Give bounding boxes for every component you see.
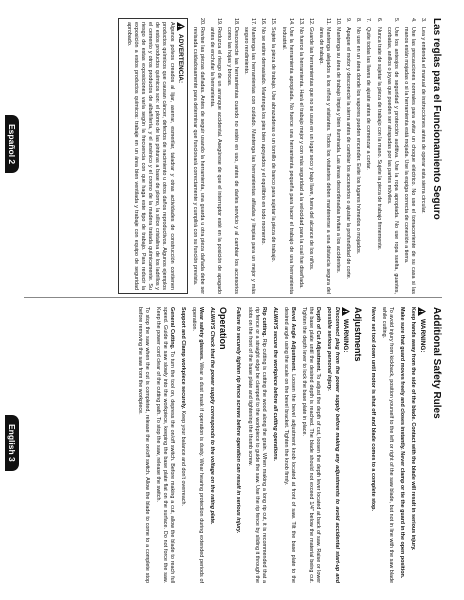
rule-text: No use en un área donde los vapores pueden encender. Evite los lugares húmedos o mojados.: [355, 27, 362, 255]
rule-number: 19.: [215, 18, 222, 26]
spanish-rule-item: [419, 18, 426, 294]
english-never-paragraph: Never set tool down until motor is shut off and blade comes to a complete stop.: [369, 307, 376, 511]
rip-fence-warning: Failure to securely tighten rip fence screws before operation can result in serious injury.: [235, 307, 242, 534]
rule-text: No se estire demasiado. Mantenga los pies bien apoyados y el equilibrio en todo momento.: [260, 27, 267, 245]
rule-number: 13.: [297, 18, 304, 26]
spanish-warning-label: ADVERTENCIA:: [177, 34, 185, 84]
rule-number: 5.: [392, 18, 399, 23]
rule-number: 8.: [355, 18, 362, 23]
english-heading: Additional Safety Rules: [431, 307, 442, 419]
general-cutting-paragraph: [154, 307, 175, 583]
english-column: [24, 307, 442, 583]
rule-text: Mantenga su área de trabajo limpia y bien iluminada. Las áreas desordenadas invitan a los accidentes.: [335, 27, 342, 274]
wear-paragraph: [190, 307, 204, 583]
wear-text: Wear a dust mask if operation is dusty. Wear hearing protection during extended periods of operation.: [191, 307, 205, 583]
rule-text: Use las precauciones normales para evitar un choque eléctrico. No use el tomacorriente de su casa si las manos están mojadas o si la herramienta está mojada. Use la espiga correcta de conexión a tierra.: [402, 27, 416, 294]
spanish-rule-item: [374, 18, 381, 294]
rule-number: 9.: [345, 18, 352, 23]
rule-text: Use la herramienta apropiada. No fuerce una herramienta pequeña para hacer el trabajo de una herramienta industrial.: [280, 27, 294, 294]
bevel-text: Loosen the bevel adjustment knob located at front of saw. Tilt the base plate to the desired angle using the scale on the bevel bracket. Tighten the knob firmly.: [282, 307, 297, 583]
spanish-rule-item: [259, 18, 266, 294]
spanish-rule-item: [280, 18, 294, 294]
support-paragraph: [179, 307, 186, 583]
wear-lead: Wear safety glasses.: [198, 307, 205, 361]
bevel-paragraph: [282, 307, 296, 583]
spanish-rules-list: [191, 18, 426, 294]
spanish-rule-item: [225, 18, 239, 294]
spanish-rule-item: [307, 18, 314, 294]
spanish-rule-item: [402, 18, 416, 294]
rule-text: Nunca trate de sujetar la pieza de trabajo con la mano. Sujete la pieza de trabajo firmemente.: [375, 27, 382, 251]
spanish-rule-item: [364, 18, 371, 294]
rule-number: 6.: [375, 18, 382, 23]
rule-number: 11.: [325, 18, 332, 26]
rule-text: Quite todas las llaves de ajuste antes de comenzar a cortar.: [365, 27, 372, 170]
english-warning-text: Keep hands away from the side of the blade. Contact with the blade will result in serious injury.: [410, 307, 416, 551]
spanish-rule-item: [344, 18, 351, 294]
spanish-rule-item: [208, 18, 222, 294]
rule-text: Desconecte las herramientas cuando no estén en uso, antes de darles servicio y al cambiar los accesorios como las hojas y brocas.: [226, 27, 240, 294]
adjustments-warning-label: WARNING:: [342, 319, 350, 353]
adjustments-warning-text: Disconnect plug from the power supply before making any adjustments to avoid accidental start-up and possible serious personal injury.: [326, 307, 340, 583]
rule-number: 18.: [233, 18, 240, 26]
spanish-warning-head: [177, 22, 185, 290]
support-lead: Support and Clamp workpiece securely.: [180, 307, 187, 410]
rule-text: Use los anteojos de seguridad y protección auditiva. Use la ropa apropiada. No use ropa suelta, guantes, corbatas, anillos o joyas que pueden ser atrapadas por las partes móviles.: [385, 27, 399, 294]
spanish-rule-item: [385, 18, 399, 294]
english-warning-label: WARNING:: [418, 319, 426, 353]
rule-text: No fuerce la herramienta. Hará el trabajo mejor y con más seguridad a la velocidad para la cual fue diseñada.: [297, 27, 304, 289]
spanish-rule-item: [354, 18, 361, 294]
rip-text: Rip cutting is cutting the wood along the grain. When making a long rip cut, it is recommended that a rip fence or a straight edge be clamped to the workpiece to guide the saw. Use the rip fence by sliding it through the slots on the front of the base plate and tightening the thumb screw.: [246, 307, 267, 583]
english-warning-head: [418, 307, 426, 583]
general-lead: General Cutting.: [169, 307, 176, 350]
spanish-heading: Las reglas para el Funcionamiento Seguro: [431, 18, 442, 220]
rule-number: 20.: [198, 18, 205, 26]
spanish-rule-item: [297, 18, 304, 294]
rule-number: 7.: [365, 18, 372, 23]
voltage-note: ALWAYS Check that the power supply corresponds to the voltage on the rating plate.: [209, 307, 216, 525]
rule-number: 15.: [270, 18, 277, 26]
english-guard-paragraph: Make sure that guard moves freely and closes instantly. Never clamp or tie the guard in the open position.: [398, 307, 405, 579]
bevel-lead: Bevel Angle Adjustment.: [290, 307, 297, 372]
depth-text: To adjust the depth of cut, loosen the depth lever located at back of saw. Raise or lower the base plate until the desired depth is reached. The blade should not exceed 1/4" below the material being cut. Tighten the depth lever to lock the base plate in place.: [301, 307, 322, 583]
depth-paragraph: [300, 307, 321, 583]
rule-number: 3.: [420, 18, 426, 23]
support-text: Keep your balance and don't overreach.: [180, 410, 187, 506]
spanish-rule-item: [242, 18, 256, 294]
rule-number: 4.: [409, 18, 416, 23]
spanish-rule-item: [317, 18, 331, 294]
general-text: To turn the tool on, depress the on/off switch. Before making a cut, allow the blade to reach full speed. Guide the saw slowly into the workpiece, keeping the base plate flat on the surface. Do not force the saw. Keep the power cord clear of the cutting path. To stop the saw, release the switch.: [154, 307, 176, 583]
operation-heading: Operation: [218, 307, 229, 350]
rip-paragraph: [246, 307, 267, 583]
rule-text: Lea y entienda el manual de instrucciones antes de operar esta sierra circular.: [420, 27, 426, 214]
warning-triangle-icon: [418, 307, 426, 316]
spanish-warning-text: Algunos polvos creados al lijar, aserrar, esmerilar, taladrar y otras actividades de construcción contienen productos químicos que causan cáncer, defectos de nacimiento u otros daños reproductivos. Algunos ejemplos de estos productos químicos son: el plomo de las pinturas a base de plomo, la sílice cristalina de los ladrillos y el cemento y otros productos de albañilería, y el arsénico y el cromo de la madera tratada químicamente. Su riesgo de estas exposiciones varía según la frecuencia con que haga este tipo de trabajo. Para reducir la exposición a estos productos químicos: trabaje en un área bien ventilada y trabaje con equipo de seguridad aprobado.: [126, 22, 175, 290]
rule-number: 17.: [250, 18, 257, 26]
rule-text: Mantenga las herramientas con cuidado. Mantenga las herramientas afiladas y limpias para un mejor y más seguro rendimiento.: [243, 27, 257, 294]
english-kickback-paragraph: To avoid injury from kickback, position yourself to the left or right of the saw blade, but not in line with the saw blade while cutting.: [380, 307, 394, 583]
rule-text: Revise las piezas dañadas. Antes de seguir usando la herramienta, una guarda u otra pieza dañada debe ser revisada cuidadosamente para determinar que funcionará correctamente y cumplirá con su función prevista.: [191, 27, 205, 294]
spanish-rule-item: [269, 18, 276, 294]
rule-text: Guarde las herramientas que no se usan en un lugar seco y bajo llave, fuera del alcance de los niños.: [307, 27, 314, 271]
rip-lead: Rip cutting.: [260, 307, 267, 337]
rule-number: 12.: [307, 18, 314, 26]
rule-number: 16.: [260, 18, 267, 26]
secure-workpiece-note: ALWAYS secure the workpiece before all cutting operations.: [271, 307, 278, 462]
spanish-warning-box: [118, 18, 188, 294]
rule-text: Sujete la pieza de trabajo. Use abrazaderas o un tornillo de banco para sujetar la pieza de trabajo.: [270, 27, 277, 262]
spanish-page-tab: Español 2: [5, 115, 19, 173]
rule-text: Apague el motor y desconecte la sierra antes de cambiar los accesorios o ajustar la profundidad de corte.: [345, 27, 352, 280]
adjustments-warning-head: [342, 307, 350, 583]
warning-triangle-icon: [177, 22, 185, 31]
depth-lead: Depth of Cut Adjustment.: [315, 307, 322, 373]
rule-text: Reduzca el riesgo de un arranque accidental. Asegúrese de que el interruptor esté en la posición de apagado antes de enchufar la herramienta.: [208, 27, 222, 294]
warning-triangle-icon: [342, 307, 350, 316]
english-page-tab: English 3: [5, 415, 19, 471]
rule-number: 14.: [287, 18, 294, 26]
page-divider: [24, 297, 442, 298]
stop-paragraph: To stop the saw when the cut is completed, release the on/off switch. Allow the blade to come to a complete stop before removing the saw from the workpiece.: [136, 307, 150, 583]
spanish-column: [24, 18, 442, 294]
spanish-rule-item: [191, 18, 205, 294]
rule-number: 10.: [335, 18, 342, 26]
spanish-rule-item: [334, 18, 341, 294]
adjustments-heading: Adjustments: [352, 307, 363, 362]
rule-text: Mantenga alejados a los niños y visitantes. Todos los visitantes deben mantenerse a una distancia segura del área de trabajo.: [317, 27, 332, 294]
